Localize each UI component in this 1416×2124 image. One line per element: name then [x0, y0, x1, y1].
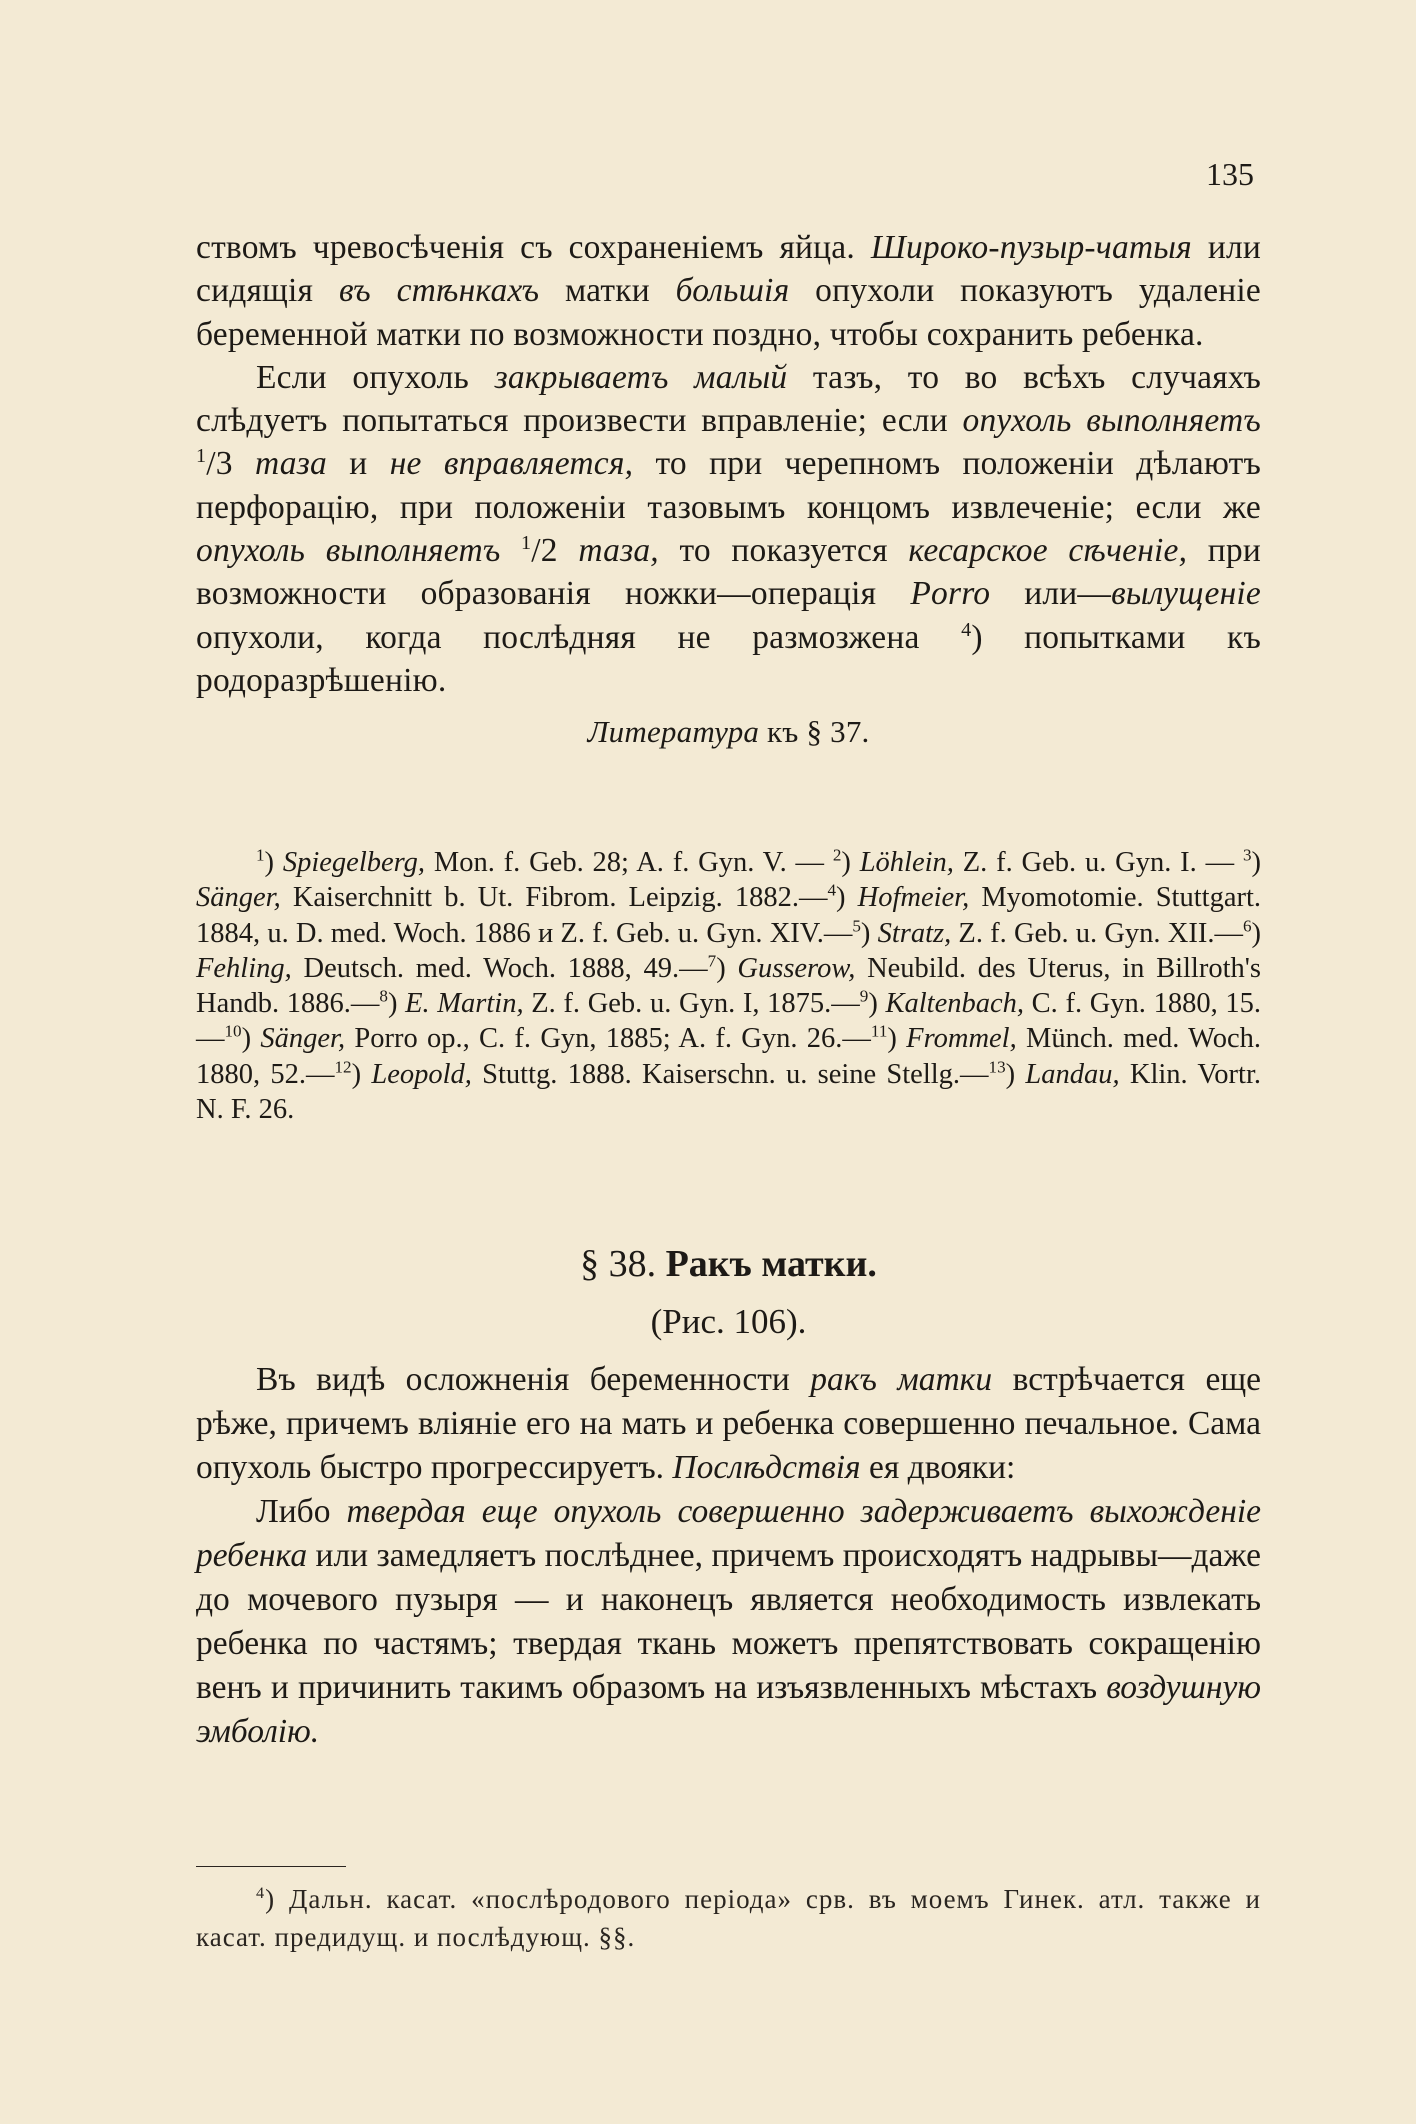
text-run: опухоли показуютъ удаленіе беременной матки по возможности поздно, чтобы сохранить ребенка. [196, 272, 1261, 353]
text-run: ) [868, 988, 886, 1020]
section-symbol: § 38. [580, 1243, 657, 1285]
italic-text: Löhlein, [859, 847, 954, 878]
text-run: или сидящія [196, 229, 1261, 310]
italic-text: большія [675, 272, 790, 310]
text-run: C. f. Gyn. 1880, 15.— [196, 988, 1261, 1055]
paragraph [196, 1490, 1261, 1754]
footnote-marker: 2 [832, 845, 842, 865]
text-run: встрѣчается еще рѣже, причемъ вліяніе его на мать и ребенка совершенно печальное. Сама опухоль быстро прогрессируетъ. [196, 1361, 1261, 1486]
text-run: то показуется [658, 532, 909, 570]
text-run: Въ видѣ осложненія беременности [256, 1361, 811, 1398]
text-run: ) [836, 882, 858, 914]
footnote-marker: 12 [334, 1057, 352, 1077]
text-run: и [326, 445, 390, 483]
text-run: то при черепномъ положеніи дѣлаютъ перфорацію, при положеніи тазовымъ концомъ извлеченіе; если же [196, 445, 1261, 526]
footnote-marker: 10 [224, 1021, 242, 1041]
text-run: ) [387, 988, 406, 1020]
footnote-marker: 1 [196, 445, 207, 468]
footnote-marker: 1 [521, 531, 532, 554]
italic-text: опухоль выполняетъ [962, 402, 1261, 440]
text-run: ) [1005, 1058, 1026, 1090]
text-run: Kaiserchnitt b. Ut. Fibrom. Leipzig. 1882.— [280, 882, 828, 914]
italic-text: Leopold, [371, 1058, 472, 1090]
footnote-marker: 6 [1242, 916, 1252, 936]
text-run: Mon. f. Geb. 28; A. f. Gyn. V. — [425, 847, 833, 878]
text-run: ея двояки: [860, 1449, 1016, 1486]
text-run: матки [539, 272, 676, 310]
italic-text: Spiegelberg, [282, 847, 426, 878]
footnote-marker: 9 [859, 986, 869, 1006]
text-run: тазъ, то во всѣхъ случаяхъ слѣдуетъ попытаться произвести вправленіе; если [196, 358, 1261, 440]
section-heading [196, 1242, 1261, 1286]
paragraph [196, 1358, 1261, 1490]
footnote-marker: 1 [256, 845, 265, 865]
italic-text: таза [255, 445, 327, 483]
text-run: Z. f. Geb. u. Gyn. XII.— [951, 917, 1243, 949]
text-run: Z. f. Geb. u. Gyn. I, 1875.— [523, 988, 860, 1020]
italic-text: твердая еще опухоль совершенно задерживаетъ выхожденіе ребенка [196, 1493, 1261, 1574]
text-run: Münch. med. Woch. 1880, 52.— [196, 1023, 1262, 1090]
text-run: Либо [256, 1493, 347, 1530]
italic-text: Fehling, [196, 952, 292, 984]
italic-text: Sänger, [260, 1023, 346, 1055]
literature-heading-italic: Литература [587, 714, 760, 750]
italic-text: закрываетъ малый [494, 358, 788, 396]
footnote-marker: 4 [961, 618, 972, 641]
italic-text: опухоль выполняетъ [196, 532, 501, 570]
text-run: ) [1251, 847, 1261, 878]
footnote-marker: 4 [256, 1884, 266, 1902]
paragraph [196, 356, 1261, 702]
italic-text: вылущеніе [1111, 575, 1261, 613]
literature-heading-rest: къ § 37. [759, 714, 870, 750]
text-run: при возможности образованія ножки—операція [196, 532, 1261, 613]
text-run: Stuttg. 1888. Kaiserschn. u. seine Stellg.— [471, 1058, 989, 1090]
footnote-marker: 8 [379, 986, 388, 1006]
text-run: Porro op., C. f. Gyn, 1885; A. f. Gyn. 26.— [345, 1023, 871, 1055]
text-run: ) Дальн. касат. «послѣродового періода» срв. въ моемъ Гинек. атл. также и касат. предидущ. и послѣдующ. §§. [196, 1884, 1261, 1952]
text-run: ) [264, 847, 283, 878]
references-paragraph [196, 845, 1261, 1127]
italic-text: не вправляется, [389, 445, 634, 483]
text-run: Neubild. des Uterus, in Billroth's Handb. 1886.— [196, 952, 1261, 1020]
text-run: или— [990, 575, 1112, 613]
italic-text: Stratz, [877, 917, 952, 949]
text-run: опухоли, когда послѣдняя не размозжена [196, 618, 962, 656]
footnote-rule [196, 1866, 346, 1867]
text-run: ) [241, 1023, 261, 1055]
text-run: /3 [206, 445, 255, 483]
italic-text: Sänger, [196, 882, 281, 914]
text-run: Если опухоль [256, 358, 495, 396]
paragraph [196, 226, 1261, 356]
text-run: Klin. Vortr. N. F. 26. [196, 1058, 1262, 1126]
section-body [196, 1358, 1261, 1754]
italic-text: таза, [578, 532, 659, 570]
text-run: ) [716, 952, 738, 984]
footnote-marker: 11 [870, 1021, 888, 1041]
footnote-marker: 13 [988, 1057, 1006, 1077]
italic-text: Porro [910, 575, 991, 613]
figure-reference: (Рис. 106). [650, 1302, 807, 1341]
italic-text: Kaltenbach, [885, 988, 1024, 1020]
text-run: ) [351, 1058, 372, 1090]
italic-text: воздушную эмболію. [196, 1669, 1261, 1750]
text-run: Myomotomie. Stuttgart. 1884, u. D. med. Woch. 1886 и Z. f. Geb. u. Gyn. XIV.— [196, 882, 1261, 949]
text-run: или замедляетъ послѣднее, причемъ происходятъ надрывы—даже до мочевого пузыря — и наконецъ является необходимость извлекать ребенка по частямъ; твердая ткань можетъ препятствовать сокращенію венъ и причинить такимъ образомъ на изъязвленныхъ мѣстахъ [196, 1537, 1261, 1706]
text-run: ) [1251, 917, 1261, 949]
text-run: /2 [531, 532, 579, 570]
italic-text: Послѣдствія [672, 1449, 861, 1486]
text-run: Z. f. Geb. u. Gyn. I. — [953, 847, 1243, 878]
italic-text: Hofmeier, [857, 882, 970, 914]
italic-text: Frommel, [906, 1023, 1017, 1055]
footnote-marker: 5 [852, 916, 861, 936]
text-run: ) [841, 847, 860, 878]
text-run: Deutsch. med. Woch. 1888, 49.— [291, 952, 708, 984]
footnote-marker: 7 [707, 951, 717, 971]
text-run: ) [860, 917, 878, 949]
text-run [500, 532, 521, 569]
italic-text: Landau, [1025, 1058, 1120, 1090]
italic-text: въ стѣнкахъ [338, 272, 540, 310]
text-run: ) [887, 1023, 907, 1055]
italic-text: Широко-пузыр-чатыя [870, 229, 1192, 266]
text-run: ) попытками къ родоразрѣшенію. [196, 618, 1261, 699]
italic-text: E. Martin, [405, 988, 524, 1020]
body-text [196, 226, 1261, 758]
section-title: Ракъ матки. [665, 1243, 877, 1285]
italic-text: ракъ матки [810, 1361, 993, 1398]
footnote-marker: 3 [1242, 845, 1252, 865]
italic-text: Gusserow, [737, 952, 856, 984]
footnote-marker: 4 [827, 880, 837, 900]
literature-heading [196, 710, 1261, 753]
paragraphs [196, 226, 1261, 702]
italic-text: кесарское сѣченіе, [908, 532, 1188, 570]
page-number: 135 [1206, 156, 1254, 192]
text-run: ствомъ чревосѣченія съ сохраненіемъ яйца. [196, 229, 871, 266]
footnote [196, 1880, 1261, 1956]
references [196, 845, 1261, 1127]
